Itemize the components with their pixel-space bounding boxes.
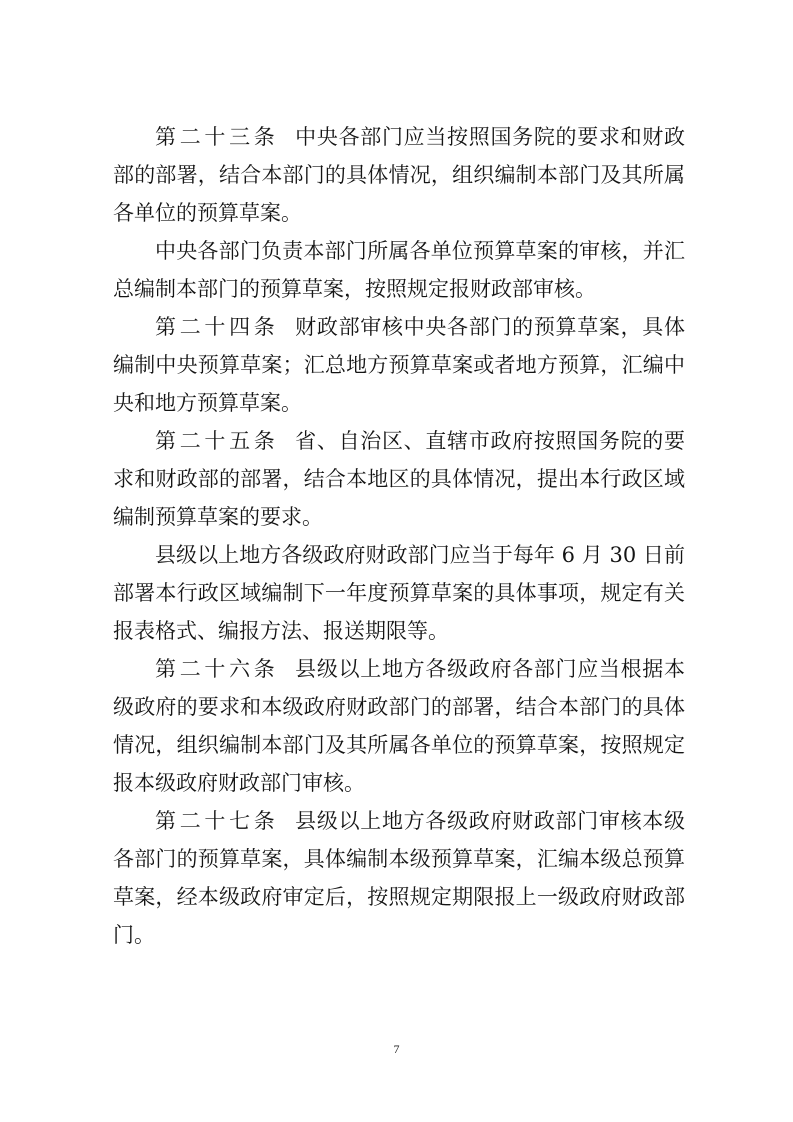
paragraph-text: 中央各部门应当按照国务院的要求和财政部的部署，结合本部门的具体情况，组织编制本部门及其所属各单位的预算草案。	[113, 125, 686, 225]
paragraph-article-26	[113, 650, 685, 802]
article-number: 第二十五条	[155, 429, 279, 453]
article-number: 第二十三条	[155, 125, 279, 149]
paragraph-text: 财政部审核中央各部门的预算草案，具体编制中央预算草案；汇总地方预算草案或者地方预算，汇编中央和地方预算草案。	[113, 315, 686, 415]
paragraph-article-25-clause-2	[113, 536, 685, 650]
paragraph-article-27	[113, 802, 685, 954]
paragraph-text: 中央各部门负责本部门所属各单位预算草案的审核，并汇总编制本部门的预算草案，按照规定报财政部审核。	[113, 239, 685, 301]
paragraph-article-24	[113, 308, 685, 422]
page-number: 7	[393, 1042, 400, 1056]
article-number: 第二十六条	[155, 657, 279, 681]
paragraph-text: 省、自治区、直辖市政府按照国务院的要求和财政部的部署，结合本地区的具体情况，提出本行政区域编制预算草案的要求。	[113, 429, 686, 529]
paragraph-article-25	[113, 422, 685, 536]
paragraph-text: 县级以上地方各级政府各部门应当根据本级政府的要求和本级政府财政部门的部署，结合本部门的具体情况，组织编制本部门及其所属各单位的预算草案，按照规定报本级政府财政部门审核。	[113, 657, 686, 795]
article-number: 第二十七条	[155, 809, 279, 833]
paragraph-article-23	[113, 118, 685, 232]
paragraph-text: 县级以上地方各级政府财政部门应当于每年 6 月 30 日前部署本行政区域编制下一年度预算草案的具体事项，规定有关报表格式、编报方法、报送期限等。	[113, 543, 685, 643]
article-number: 第二十四条	[155, 315, 279, 339]
paragraph-text: 县级以上地方各级政府财政部门审核本级各部门的预算草案，具体编制本级预算草案，汇编本级总预算草案，经本级政府审定后，按照规定期限报上一级政府财政部门。	[113, 809, 686, 947]
document-body	[113, 118, 685, 954]
paragraph-article-23-clause-2	[113, 232, 685, 308]
